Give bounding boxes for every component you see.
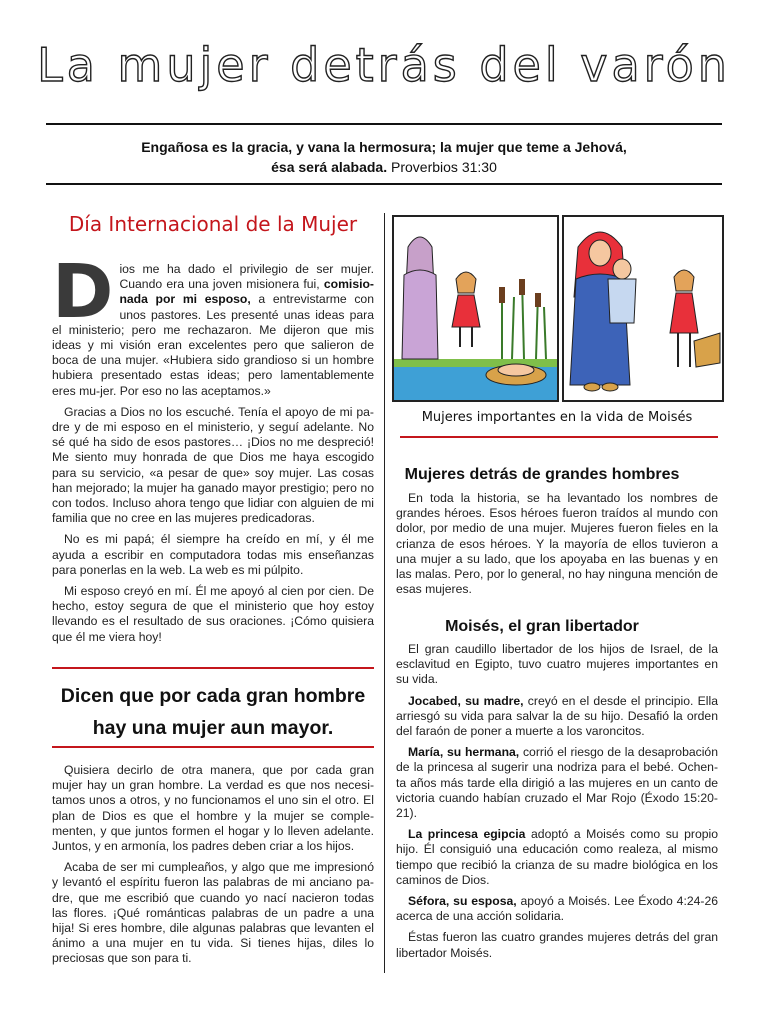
verse-line-2 xyxy=(46,157,722,177)
basket-scene-icon xyxy=(394,217,557,400)
princess-name: La princesa egipcia xyxy=(408,827,526,842)
sefora-text: apoyó a Moisés. Lee Éxodo 4:24-26 acerca de una acción solidaria. xyxy=(396,894,718,924)
paragraph-maria xyxy=(396,745,718,821)
illustration-moses-mother xyxy=(562,215,724,402)
section-heading-womens-day: Día Internacional de la Mujer xyxy=(68,212,358,236)
red-rule-right xyxy=(400,436,718,438)
intro-text-bold: comisio-nada por mi esposo, xyxy=(119,277,374,307)
princess-text: adoptó a Moisés como su propio hijo. Él consiguió una educación como realeza, al mismo tiempo que recibió la crianza de su madre biológica en los caminos de Dios. xyxy=(396,827,719,887)
illustration-caption: Mujeres importantes en la vida de Moisés xyxy=(421,410,693,425)
intro-text-start: ios me ha dado el privilegio de ser mujer. Cuando era una joven misionera fui, xyxy=(119,262,374,292)
paragraph-husband: Mi esposo creyó en mí. Él me apoyó al cien por cien. De hecho, estoy segura de que el ministerio que hoy estoy llevando es el resultado de sus oraciones. ¡Cómo quisiera que él me viera hoy! xyxy=(52,584,374,644)
verse-block xyxy=(46,137,722,177)
intro-article xyxy=(52,249,374,651)
pull-quote-line-1: Dicen que por cada gran hombre xyxy=(60,685,366,707)
paragraph-gratitude: Gracias a Dios no los escuché. Tenía el apoyo de mi pa-dre y de mi esposo en el ministerio, y seguí adelante. No sé qué ha sido de esos pastores… ¡Dios no me despreció! Me siento muy honrada de que Dios me haya escogido para su servicio, «a pesar de que» soy mujer. Las cosas han mejorado; la mujer ha ganado mayor prestigio; pero no con todos. Incluso ahora tengo que lidiar con alguien de mi familia que no cree en las mujeres predicadoras. xyxy=(52,404,374,526)
intro-text-end: a entrevistarme con unos pastores. Les presenté unas ideas para el ministerio; pero me rechazaron. Me dijeron que mis ideas y mi visión eran excelentes pero que salieron de boca de una mujer. «Hubiera sido grandioso si un hombre hubiera presentado estas ideas; pero lamentablemente eres mu-jer. Por eso no las aceptamos.» xyxy=(52,292,374,398)
paragraph-conclusion: Éstas fueron las cuatro grandes mujeres detrás del gran libertador Moisés. xyxy=(396,930,718,960)
drop-cap: D xyxy=(52,249,114,335)
top-divider xyxy=(46,123,722,125)
verse-reference: Proverbios 31:30 xyxy=(391,159,497,175)
page-title: La mujer detrás del varón xyxy=(37,38,731,92)
paragraph-jocabed xyxy=(396,694,718,740)
verse-line-1: Engañosa es la gracia, y vana la hermosura; la mujer que teme a Jehová, xyxy=(141,139,627,155)
maria-name: María, su hermana, xyxy=(408,745,520,760)
paragraph-princess xyxy=(396,827,718,888)
paragraph-complement: Quisiera decirlo de otra manera, que por cada gran mujer hay un gran hombre. La verdad es que nos necesi-tamos unos a otros, y no funcionamos el uno sin el otro. El plan de Dios es que el hombre y la mujer se comple-menten, y que juntos formen el hogar y lo lleven adelante. Juntos, y en armonía, los padres deben criar a los hijos. xyxy=(52,763,374,854)
great-men-article xyxy=(396,491,718,603)
paragraph-heroes: En toda la historia, se ha levantado los nombres de grandes héroes. Esos héroes fueron traídos al mundo con dolor, por medio de una mujer. Mujeres fueron fieles en la crianza de esos héroes. Y la mayoría de ellos tuvieron a una mujer a su lado, que los apoyaba en las buenas y en las malas. Pero, por lo general, no hay ninguna mención de esas mujeres. xyxy=(396,491,718,597)
maria-text: corrió el riesgo de la desaprobación de la princesa al sugerir una nodriza para el bebé. Ochen-ta años más tarde ella dirigió a las mujeres en un canto de victoria cuando habían cruzado el Mar Rojo (Éxodo 15:20-21). xyxy=(396,745,718,821)
paragraph-birthday: Acaba de ser mi cumpleaños, y algo que me impresionó y levantó el espíritu fueron las palabras de mi anciano pa-dre, que me escribió que cuando yo nací nacieron todas las flores. ¡Qué románticas palabras de un padre a una hija! Si eres hombre, dile algunas palabras que levanten el ánimo a una mujer en tu vida. Si tienes hijas, diles lo preciosas que son para ti. xyxy=(52,860,374,966)
verse-line-2-text: ésa será alabada. xyxy=(271,159,388,175)
section-heading-great-men: Mujeres detrás de grandes hombres xyxy=(404,466,680,483)
illustration-moses-basket xyxy=(392,215,559,402)
mother-scene-icon xyxy=(564,217,722,400)
moses-article xyxy=(396,642,718,967)
paragraph-sefora xyxy=(396,894,718,924)
intro-paragraph xyxy=(52,249,374,399)
section-heading-moses: Moisés, el gran libertador xyxy=(445,618,639,635)
sefora-name: Séfora, su esposa, xyxy=(408,894,517,909)
column-divider xyxy=(384,213,385,973)
quote-article xyxy=(52,763,374,973)
red-rule-top xyxy=(52,667,374,669)
pull-quote-line-2: hay una mujer aun mayor. xyxy=(92,717,334,739)
jocabed-text: creyó en el desde el principio. Ella arriesgó su vida para salvar la de su hijo. Desafió la orden del faraón de poner a muerte a los varoncitos. xyxy=(396,693,718,739)
paragraph-moses-intro: El gran caudillo libertador de los hijos de Israel, de la esclavitud en Egipto, tuvo cuatro mujeres importantes en su vida. xyxy=(396,642,718,687)
pull-quote xyxy=(52,680,374,744)
red-rule-bottom xyxy=(52,746,374,748)
verse-divider xyxy=(46,183,722,185)
jocabed-name: Jocabed, su madre, xyxy=(408,693,524,708)
paragraph-father: No es mi papá; él siempre ha creído en mí, y él me ayuda a escribir en computadora todas mis enseñanzas para ponerlas en la web. La web es mi púlpito. xyxy=(52,532,374,577)
